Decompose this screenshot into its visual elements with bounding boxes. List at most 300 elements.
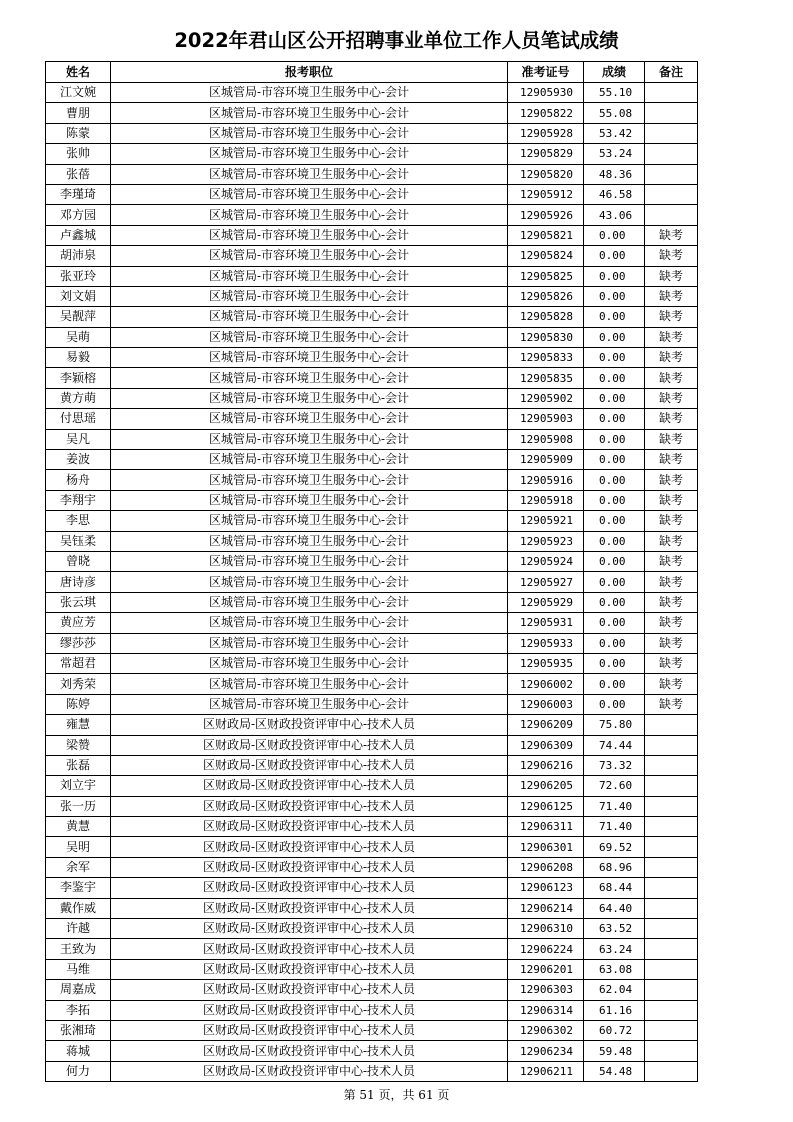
- cell-remark: 缺考: [645, 592, 698, 612]
- table-row: [46, 919, 698, 939]
- cell-remark: 缺考: [645, 368, 698, 388]
- cell-score: 0.00: [584, 307, 645, 327]
- cell-name: 吴明: [46, 837, 111, 857]
- cell-position: 区城管局-市容环境卫生服务中心-会计: [111, 409, 508, 429]
- cell-remark: [645, 980, 698, 1000]
- cell-name: 梁赞: [46, 735, 111, 755]
- cell-exam-no: 12905929: [508, 592, 584, 612]
- table-row: [46, 246, 698, 266]
- cell-score: 73.32: [584, 755, 645, 775]
- cell-score: 71.40: [584, 817, 645, 837]
- cell-exam-no: 12905826: [508, 286, 584, 306]
- table-row: [46, 898, 698, 918]
- cell-exam-no: 12905830: [508, 327, 584, 347]
- cell-name: 胡沛泉: [46, 246, 111, 266]
- table-row: [46, 1041, 698, 1061]
- cell-position: 区城管局-市容环境卫生服务中心-会计: [111, 531, 508, 551]
- table-row: [46, 715, 698, 735]
- cell-position: 区财政局-区财政投资评审中心-技术人员: [111, 959, 508, 979]
- table-row: [46, 776, 698, 796]
- cell-score: 0.00: [584, 246, 645, 266]
- cell-exam-no: 12906310: [508, 919, 584, 939]
- cell-score: 0.00: [584, 348, 645, 368]
- cell-remark: [645, 857, 698, 877]
- cell-exam-no: 12905828: [508, 307, 584, 327]
- table-row: [46, 327, 698, 347]
- cell-position: 区城管局-市容环境卫生服务中心-会计: [111, 653, 508, 673]
- cell-exam-no: 12906302: [508, 1020, 584, 1040]
- table-row: [46, 225, 698, 245]
- cell-remark: 缺考: [645, 551, 698, 571]
- cell-name: 黄慧: [46, 817, 111, 837]
- cell-remark: 缺考: [645, 307, 698, 327]
- cell-name: 姜波: [46, 450, 111, 470]
- header-remark: 备注: [645, 62, 698, 83]
- cell-exam-no: 12905829: [508, 144, 584, 164]
- table-row: [46, 1020, 698, 1040]
- cell-exam-no: 12905835: [508, 368, 584, 388]
- table-row: [46, 266, 698, 286]
- cell-score: 0.00: [584, 327, 645, 347]
- cell-remark: 缺考: [645, 388, 698, 408]
- cell-remark: 缺考: [645, 409, 698, 429]
- cell-remark: 缺考: [645, 450, 698, 470]
- table-row: [46, 103, 698, 123]
- cell-score: 0.00: [584, 470, 645, 490]
- cell-score: 0.00: [584, 368, 645, 388]
- cell-remark: 缺考: [645, 674, 698, 694]
- header-position: 报考职位: [111, 62, 508, 83]
- table-row: [46, 164, 698, 184]
- cell-remark: [645, 103, 698, 123]
- cell-score: 0.00: [584, 613, 645, 633]
- cell-position: 区财政局-区财政投资评审中心-技术人员: [111, 735, 508, 755]
- cell-remark: 缺考: [645, 633, 698, 653]
- cell-score: 0.00: [584, 572, 645, 592]
- cell-position: 区财政局-区财政投资评审中心-技术人员: [111, 1020, 508, 1040]
- table-row: [46, 939, 698, 959]
- cell-exam-no: 12905909: [508, 450, 584, 470]
- table-row: [46, 959, 698, 979]
- cell-score: 0.00: [584, 592, 645, 612]
- cell-score: 48.36: [584, 164, 645, 184]
- table-row: [46, 694, 698, 714]
- cell-name: 缪莎莎: [46, 633, 111, 653]
- cell-position: 区城管局-市容环境卫生服务中心-会计: [111, 307, 508, 327]
- cell-score: 71.40: [584, 796, 645, 816]
- cell-name: 李翔宇: [46, 490, 111, 510]
- table-header-row: [46, 62, 698, 83]
- table-row: [46, 511, 698, 531]
- cell-remark: 缺考: [645, 470, 698, 490]
- table-body: [46, 83, 698, 1082]
- cell-remark: [645, 878, 698, 898]
- table-row: [46, 980, 698, 1000]
- cell-position: 区城管局-市容环境卫生服务中心-会计: [111, 511, 508, 531]
- cell-exam-no: 12905902: [508, 388, 584, 408]
- table-row: [46, 613, 698, 633]
- cell-position: 区城管局-市容环境卫生服务中心-会计: [111, 450, 508, 470]
- cell-position: 区财政局-区财政投资评审中心-技术人员: [111, 878, 508, 898]
- table-row: [46, 184, 698, 204]
- cell-name: 余军: [46, 857, 111, 877]
- cell-remark: 缺考: [645, 225, 698, 245]
- cell-name: 张磊: [46, 755, 111, 775]
- cell-name: 付思瑶: [46, 409, 111, 429]
- table-row: [46, 470, 698, 490]
- cell-exam-no: 12906208: [508, 857, 584, 877]
- cell-score: 0.00: [584, 388, 645, 408]
- cell-score: 59.48: [584, 1041, 645, 1061]
- cell-position: 区财政局-区财政投资评审中心-技术人员: [111, 1000, 508, 1020]
- cell-position: 区城管局-市容环境卫生服务中心-会计: [111, 144, 508, 164]
- table-row: [46, 83, 698, 103]
- cell-name: 李鉴宇: [46, 878, 111, 898]
- cell-exam-no: 12906209: [508, 715, 584, 735]
- cell-position: 区城管局-市容环境卫生服务中心-会计: [111, 592, 508, 612]
- cell-score: 64.40: [584, 898, 645, 918]
- cell-score: 43.06: [584, 205, 645, 225]
- cell-score: 0.00: [584, 674, 645, 694]
- cell-score: 72.60: [584, 776, 645, 796]
- table-row: [46, 348, 698, 368]
- cell-exam-no: 12906201: [508, 959, 584, 979]
- table-row: [46, 1061, 698, 1081]
- cell-name: 曾晓: [46, 551, 111, 571]
- cell-position: 区城管局-市容环境卫生服务中心-会计: [111, 184, 508, 204]
- cell-exam-no: 12906234: [508, 1041, 584, 1061]
- cell-remark: 缺考: [645, 429, 698, 449]
- cell-position: 区财政局-区财政投资评审中心-技术人员: [111, 919, 508, 939]
- cell-remark: [645, 776, 698, 796]
- cell-exam-no: 12906303: [508, 980, 584, 1000]
- cell-exam-no: 12906311: [508, 817, 584, 837]
- cell-position: 区城管局-市容环境卫生服务中心-会计: [111, 572, 508, 592]
- cell-exam-no: 12905903: [508, 409, 584, 429]
- cell-name: 刘立宇: [46, 776, 111, 796]
- cell-name: 刘文娟: [46, 286, 111, 306]
- cell-exam-no: 12905918: [508, 490, 584, 510]
- table-row: [46, 388, 698, 408]
- cell-name: 邓方园: [46, 205, 111, 225]
- cell-remark: [645, 939, 698, 959]
- cell-name: 蒋城: [46, 1041, 111, 1061]
- cell-exam-no: 12905916: [508, 470, 584, 490]
- cell-remark: 缺考: [645, 246, 698, 266]
- cell-exam-no: 12906216: [508, 755, 584, 775]
- cell-position: 区城管局-市容环境卫生服务中心-会计: [111, 103, 508, 123]
- cell-exam-no: 12905912: [508, 184, 584, 204]
- cell-score: 0.00: [584, 511, 645, 531]
- table-row: [46, 490, 698, 510]
- cell-position: 区城管局-市容环境卫生服务中心-会计: [111, 83, 508, 103]
- table-row: [46, 633, 698, 653]
- cell-exam-no: 12906211: [508, 1061, 584, 1081]
- cell-position: 区财政局-区财政投资评审中心-技术人员: [111, 715, 508, 735]
- table-row: [46, 837, 698, 857]
- cell-name: 江文婉: [46, 83, 111, 103]
- cell-remark: [645, 898, 698, 918]
- cell-position: 区财政局-区财政投资评审中心-技术人员: [111, 898, 508, 918]
- cell-exam-no: 12905926: [508, 205, 584, 225]
- cell-exam-no: 12906301: [508, 837, 584, 857]
- cell-name: 李瑾琦: [46, 184, 111, 204]
- page-footer: 第 51 页，共 61 页: [343, 1088, 450, 1102]
- cell-score: 0.00: [584, 429, 645, 449]
- cell-position: 区城管局-市容环境卫生服务中心-会计: [111, 429, 508, 449]
- cell-remark: 缺考: [645, 694, 698, 714]
- cell-position: 区城管局-市容环境卫生服务中心-会计: [111, 470, 508, 490]
- cell-remark: 缺考: [645, 511, 698, 531]
- table-row: [46, 205, 698, 225]
- cell-name: 陈蒙: [46, 123, 111, 143]
- table-row: [46, 286, 698, 306]
- cell-remark: [645, 83, 698, 103]
- cell-score: 55.08: [584, 103, 645, 123]
- header-name: 姓名: [46, 62, 111, 83]
- cell-name: 张云琪: [46, 592, 111, 612]
- table-row: [46, 368, 698, 388]
- cell-remark: 缺考: [645, 286, 698, 306]
- cell-exam-no: 12906205: [508, 776, 584, 796]
- cell-position: 区财政局-区财政投资评审中心-技术人员: [111, 980, 508, 1000]
- cell-exam-no: 12905908: [508, 429, 584, 449]
- cell-remark: [645, 735, 698, 755]
- cell-score: 55.10: [584, 83, 645, 103]
- cell-remark: 缺考: [645, 613, 698, 633]
- table-row: [46, 307, 698, 327]
- cell-position: 区城管局-市容环境卫生服务中心-会计: [111, 246, 508, 266]
- cell-exam-no: 12905931: [508, 613, 584, 633]
- cell-position: 区财政局-区财政投资评审中心-技术人员: [111, 776, 508, 796]
- cell-remark: [645, 1061, 698, 1081]
- cell-remark: [645, 164, 698, 184]
- cell-position: 区财政局-区财政投资评审中心-技术人员: [111, 939, 508, 959]
- table-row: [46, 674, 698, 694]
- table-row: [46, 1000, 698, 1020]
- cell-name: 刘秀荣: [46, 674, 111, 694]
- cell-score: 53.42: [584, 123, 645, 143]
- cell-score: 63.52: [584, 919, 645, 939]
- cell-position: 区财政局-区财政投资评审中心-技术人员: [111, 796, 508, 816]
- cell-name: 黄应芳: [46, 613, 111, 633]
- table-row: [46, 857, 698, 877]
- cell-position: 区城管局-市容环境卫生服务中心-会计: [111, 551, 508, 571]
- cell-position: 区城管局-市容环境卫生服务中心-会计: [111, 368, 508, 388]
- cell-name: 李颖榕: [46, 368, 111, 388]
- cell-name: 何力: [46, 1061, 111, 1081]
- cell-exam-no: 12905833: [508, 348, 584, 368]
- cell-position: 区城管局-市容环境卫生服务中心-会计: [111, 123, 508, 143]
- cell-position: 区城管局-市容环境卫生服务中心-会计: [111, 348, 508, 368]
- cell-name: 吴靓萍: [46, 307, 111, 327]
- cell-score: 0.00: [584, 490, 645, 510]
- cell-score: 46.58: [584, 184, 645, 204]
- cell-remark: [645, 755, 698, 775]
- cell-score: 63.24: [584, 939, 645, 959]
- cell-exam-no: 12906314: [508, 1000, 584, 1020]
- cell-remark: 缺考: [645, 531, 698, 551]
- cell-position: 区财政局-区财政投资评审中心-技术人员: [111, 755, 508, 775]
- cell-name: 张蓓: [46, 164, 111, 184]
- cell-remark: 缺考: [645, 266, 698, 286]
- cell-position: 区城管局-市容环境卫生服务中心-会计: [111, 694, 508, 714]
- cell-score: 54.48: [584, 1061, 645, 1081]
- cell-name: 李拓: [46, 1000, 111, 1020]
- table-row: [46, 572, 698, 592]
- cell-score: 0.00: [584, 531, 645, 551]
- cell-exam-no: 12905928: [508, 123, 584, 143]
- cell-exam-no: 12906003: [508, 694, 584, 714]
- cell-score: 53.24: [584, 144, 645, 164]
- cell-position: 区财政局-区财政投资评审中心-技术人员: [111, 1041, 508, 1061]
- cell-remark: 缺考: [645, 348, 698, 368]
- cell-exam-no: 12905921: [508, 511, 584, 531]
- cell-name: 张一历: [46, 796, 111, 816]
- cell-exam-no: 12906214: [508, 898, 584, 918]
- table-row: [46, 551, 698, 571]
- cell-position: 区财政局-区财政投资评审中心-技术人员: [111, 857, 508, 877]
- cell-remark: [645, 796, 698, 816]
- header-exam-no: 准考证号: [508, 62, 584, 83]
- cell-score: 69.52: [584, 837, 645, 857]
- cell-score: 0.00: [584, 633, 645, 653]
- cell-position: 区城管局-市容环境卫生服务中心-会计: [111, 613, 508, 633]
- cell-position: 区财政局-区财政投资评审中心-技术人员: [111, 817, 508, 837]
- cell-name: 吴凡: [46, 429, 111, 449]
- cell-exam-no: 12906309: [508, 735, 584, 755]
- cell-remark: [645, 837, 698, 857]
- cell-exam-no: 12905822: [508, 103, 584, 123]
- cell-score: 61.16: [584, 1000, 645, 1020]
- cell-position: 区财政局-区财政投资评审中心-技术人员: [111, 1061, 508, 1081]
- score-table: [45, 61, 698, 1082]
- cell-name: 雍慧: [46, 715, 111, 735]
- cell-remark: 缺考: [645, 490, 698, 510]
- cell-remark: [645, 144, 698, 164]
- table-row: [46, 796, 698, 816]
- cell-remark: [645, 919, 698, 939]
- cell-position: 区城管局-市容环境卫生服务中心-会计: [111, 225, 508, 245]
- cell-exam-no: 12905923: [508, 531, 584, 551]
- table-row: [46, 755, 698, 775]
- cell-score: 0.00: [584, 225, 645, 245]
- cell-position: 区城管局-市容环境卫生服务中心-会计: [111, 266, 508, 286]
- cell-position: 区城管局-市容环境卫生服务中心-会计: [111, 164, 508, 184]
- table-row: [46, 878, 698, 898]
- cell-remark: 缺考: [645, 653, 698, 673]
- cell-exam-no: 12906123: [508, 878, 584, 898]
- table-row: [46, 450, 698, 470]
- cell-score: 75.80: [584, 715, 645, 735]
- table-row: [46, 653, 698, 673]
- cell-name: 张帅: [46, 144, 111, 164]
- cell-name: 张亚玲: [46, 266, 111, 286]
- cell-name: 易毅: [46, 348, 111, 368]
- cell-position: 区城管局-市容环境卫生服务中心-会计: [111, 633, 508, 653]
- cell-name: 王致为: [46, 939, 111, 959]
- cell-position: 区城管局-市容环境卫生服务中心-会计: [111, 490, 508, 510]
- cell-remark: [645, 184, 698, 204]
- cell-score: 0.00: [584, 694, 645, 714]
- cell-remark: 缺考: [645, 327, 698, 347]
- cell-name: 吴钰柔: [46, 531, 111, 551]
- cell-exam-no: 12905825: [508, 266, 584, 286]
- cell-score: 74.44: [584, 735, 645, 755]
- cell-remark: [645, 715, 698, 735]
- cell-remark: [645, 959, 698, 979]
- cell-exam-no: 12905824: [508, 246, 584, 266]
- cell-position: 区财政局-区财政投资评审中心-技术人员: [111, 837, 508, 857]
- cell-score: 0.00: [584, 409, 645, 429]
- cell-score: 0.00: [584, 286, 645, 306]
- cell-exam-no: 12906224: [508, 939, 584, 959]
- cell-position: 区城管局-市容环境卫生服务中心-会计: [111, 327, 508, 347]
- cell-score: 63.08: [584, 959, 645, 979]
- cell-score: 0.00: [584, 653, 645, 673]
- cell-remark: [645, 817, 698, 837]
- cell-name: 吴萌: [46, 327, 111, 347]
- cell-score: 0.00: [584, 450, 645, 470]
- cell-remark: [645, 1000, 698, 1020]
- cell-exam-no: 12905927: [508, 572, 584, 592]
- cell-exam-no: 12905924: [508, 551, 584, 571]
- cell-exam-no: 12905935: [508, 653, 584, 673]
- table-row: [46, 531, 698, 551]
- page-title: 2022年君山区公开招聘事业单位工作人员笔试成绩: [174, 29, 619, 52]
- cell-name: 陈婷: [46, 694, 111, 714]
- cell-exam-no: 12905933: [508, 633, 584, 653]
- cell-score: 0.00: [584, 551, 645, 571]
- cell-score: 62.04: [584, 980, 645, 1000]
- cell-name: 许越: [46, 919, 111, 939]
- cell-name: 黄方萌: [46, 388, 111, 408]
- cell-name: 唐诗彦: [46, 572, 111, 592]
- table-row: [46, 817, 698, 837]
- table-row: [46, 429, 698, 449]
- cell-remark: [645, 1020, 698, 1040]
- table-row: [46, 592, 698, 612]
- cell-exam-no: 12905930: [508, 83, 584, 103]
- cell-position: 区城管局-市容环境卫生服务中心-会计: [111, 286, 508, 306]
- table-row: [46, 735, 698, 755]
- cell-remark: [645, 123, 698, 143]
- table-row: [46, 123, 698, 143]
- cell-remark: 缺考: [645, 572, 698, 592]
- cell-exam-no: 12906002: [508, 674, 584, 694]
- cell-name: 李思: [46, 511, 111, 531]
- cell-name: 曹朋: [46, 103, 111, 123]
- cell-position: 区城管局-市容环境卫生服务中心-会计: [111, 674, 508, 694]
- cell-score: 0.00: [584, 266, 645, 286]
- cell-name: 杨舟: [46, 470, 111, 490]
- cell-exam-no: 12906125: [508, 796, 584, 816]
- cell-position: 区城管局-市容环境卫生服务中心-会计: [111, 205, 508, 225]
- cell-name: 张湘琦: [46, 1020, 111, 1040]
- cell-remark: [645, 1041, 698, 1061]
- table-row: [46, 409, 698, 429]
- cell-score: 68.96: [584, 857, 645, 877]
- cell-name: 马维: [46, 959, 111, 979]
- cell-score: 68.44: [584, 878, 645, 898]
- table-row: [46, 144, 698, 164]
- cell-name: 戴作威: [46, 898, 111, 918]
- header-score: 成绩: [584, 62, 645, 83]
- cell-name: 周嘉成: [46, 980, 111, 1000]
- cell-position: 区城管局-市容环境卫生服务中心-会计: [111, 388, 508, 408]
- cell-name: 卢鑫城: [46, 225, 111, 245]
- cell-remark: [645, 205, 698, 225]
